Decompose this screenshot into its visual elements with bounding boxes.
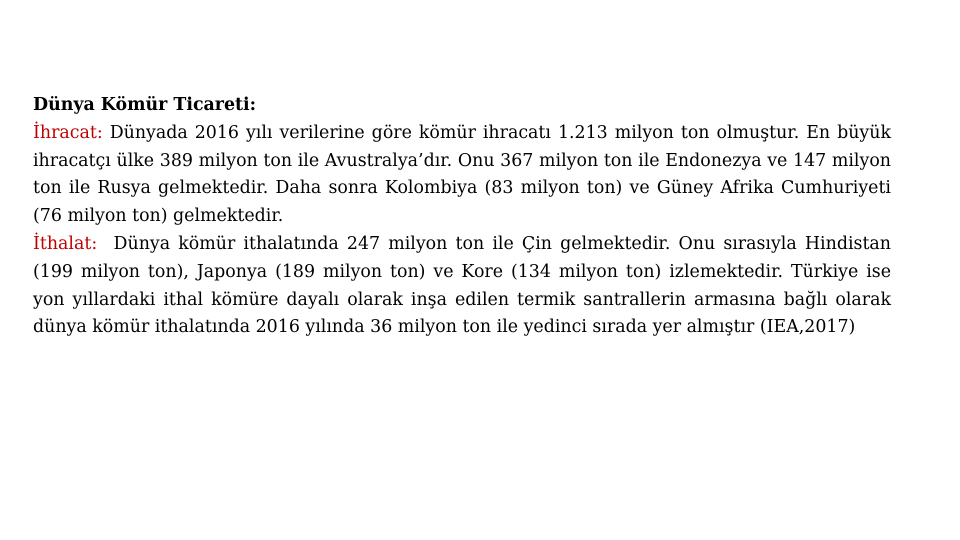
slide-title: Dünya Kömür Ticareti:	[33, 95, 257, 115]
import-text: Dünya kömür ithalatında 247 milyon ton ile Çin gelmektedir. Onu sırasıyla Hindistan (199 milyon ton), Japonya (189 milyon ton) ve Kore (134 milyon ton) izlemektedir. Türkiye ise yon yıllardaki ithal kömüre dayalı olarak inşa edilen termik santrallerin armasına bağlı olarak dünya kömür ithalatında 2016 yılında 36 milyon ton ile yedinci sırada yer almıştır (IEA,2017)	[33, 233, 891, 338]
export-text: Dünyada 2016 yılı verilerine göre kömür ihracatı 1.213 milyon ton olmuştur. En büyük ihracatçı ülke 389 milyon ton ile Avustralya’dır. Onu 367 milyon ton ile Endonezya ve 147 milyon ton ile Rusya gelmektedir. Daha sonra Kolombiya (83 milyon ton) ve Güney Afrika Cumhuriyeti (76 milyon ton) gelmektedir.	[33, 122, 891, 227]
import-paragraph	[33, 231, 891, 342]
export-label: İhracat:	[33, 122, 103, 143]
import-label: İthalat:	[33, 233, 98, 254]
export-paragraph	[33, 120, 891, 231]
text-block	[33, 92, 891, 342]
